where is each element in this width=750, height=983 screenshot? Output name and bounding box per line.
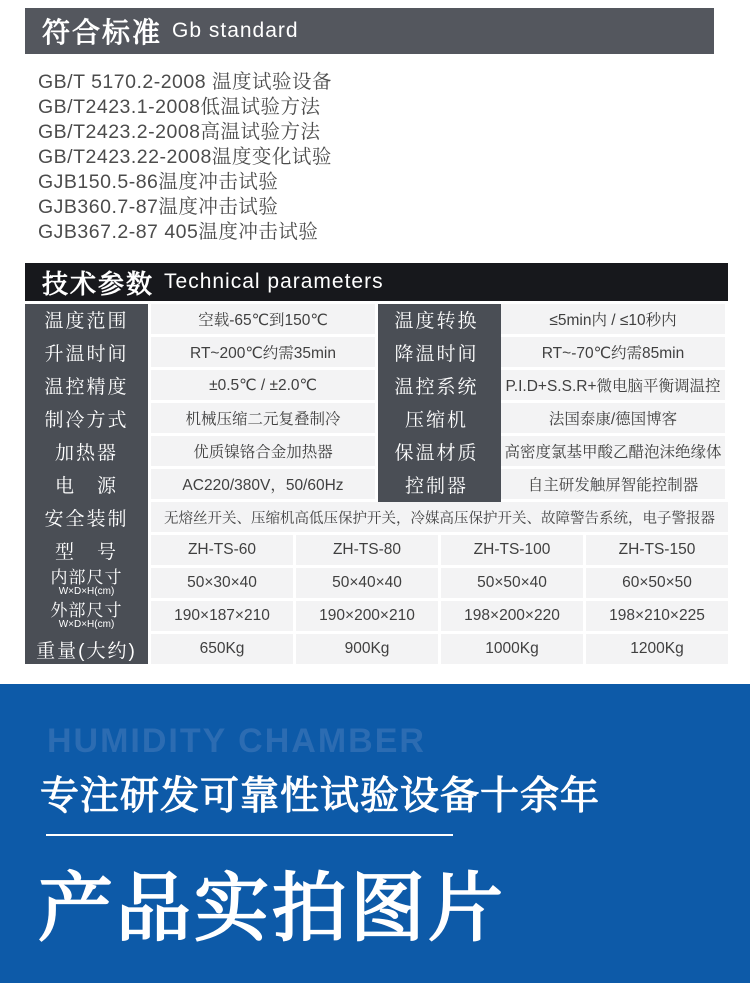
- standards-list: [38, 70, 750, 245]
- spec-label: 温控系统: [394, 376, 479, 398]
- standards-title-cn: 符合标准: [42, 17, 163, 48]
- spec-label: 升温时间: [44, 343, 129, 365]
- spec-value: 无熔丝开关、压缩机高低压保护开关，冷媒高压保护开关、故障警告系统，电子警报器: [151, 502, 728, 532]
- spec-label: 温控精度: [44, 376, 129, 398]
- spec-label: 温度范围: [44, 310, 129, 332]
- spec-value: 法国泰康/德国博客: [501, 403, 725, 433]
- spec-value: 空载-65℃到150℃: [151, 304, 375, 334]
- standard-item: GJB150.5-86温度冲击试验: [38, 171, 279, 193]
- standards-title-en: Gb standard: [172, 19, 299, 42]
- spec-label: [25, 601, 148, 631]
- spec-value: 高密度氯基甲酸乙醋泡沫绝缘体: [501, 436, 725, 466]
- model-value: ZH-TS-80: [296, 535, 438, 565]
- dimension-value: 198×200×220: [441, 601, 583, 631]
- standard-item: GB/T 5170.2-2008 温度试验设备: [38, 71, 333, 93]
- parameters-title-en: Technical parameters: [164, 270, 384, 293]
- dimension-value: 50×50×40: [441, 568, 583, 598]
- weight-value: 1200Kg: [586, 634, 728, 664]
- standard-item: GB/T2423.1-2008低温试验方法: [38, 96, 321, 118]
- product-spec-page: [0, 8, 750, 983]
- spec-label: 加热器: [54, 442, 118, 464]
- spec-value: RT~-70℃约需85min: [501, 337, 725, 367]
- spec-label: 制冷方式: [44, 409, 129, 431]
- spec-label-main: 外部尺寸: [50, 601, 123, 620]
- dimension-value: 60×50×50: [586, 568, 728, 598]
- table-row-external-dimensions: [25, 601, 728, 631]
- model-value: ZH-TS-60: [151, 535, 293, 565]
- banner-divider: [46, 834, 453, 836]
- spec-label: 保温材质: [394, 442, 479, 464]
- spec-value: 自主研发触屏智能控制器: [501, 469, 725, 499]
- parameters-title-cn: 技术参数: [42, 268, 155, 299]
- spec-label: 电 源: [54, 475, 118, 497]
- spec-label: 温度转换: [394, 310, 479, 332]
- standard-item: GJB360.7-87温度冲击试验: [38, 196, 279, 218]
- spec-value: 机械压缩二元复叠制冷: [151, 403, 375, 433]
- spec-label: 型 号: [54, 541, 118, 563]
- dimension-value: 190×187×210: [151, 601, 293, 631]
- parameters-section-header: [25, 263, 728, 301]
- table-row-models: [25, 535, 728, 565]
- table-row-internal-dimensions: [25, 568, 728, 598]
- spec-label: [25, 568, 148, 598]
- standard-item: GB/T2423.22-2008温度变化试验: [38, 146, 332, 168]
- table-row: [25, 436, 728, 466]
- dimension-value: 50×30×40: [151, 568, 293, 598]
- weight-value: 1000Kg: [441, 634, 583, 664]
- table-row: [25, 337, 728, 367]
- table-row: [25, 370, 728, 400]
- dimension-value: 50×40×40: [296, 568, 438, 598]
- banner-watermark: HUMIDITY CHAMBER: [47, 722, 426, 760]
- promo-banner: [0, 684, 750, 983]
- standard-item: GB/T2423.2-2008高温试验方法: [38, 121, 321, 143]
- standards-section-header: [25, 8, 714, 54]
- spec-label: 重量(大约): [36, 640, 137, 662]
- table-row: [25, 403, 728, 433]
- spec-value: RT~200℃约需35min: [151, 337, 375, 367]
- spec-label-sub: W×D×H(cm): [58, 586, 115, 597]
- table-row: [25, 304, 728, 334]
- standard-item: GJB367.2-87 405温度冲击试验: [38, 221, 319, 243]
- banner-slogan: 专注研发可靠性试验设备十余年: [40, 775, 601, 818]
- table-row: [25, 469, 728, 499]
- model-value: ZH-TS-100: [441, 535, 583, 565]
- spec-value: ±0.5℃ / ±2.0℃: [151, 370, 375, 400]
- weight-value: 900Kg: [296, 634, 438, 664]
- dimension-value: 190×200×210: [296, 601, 438, 631]
- spec-label-sub: W×D×H(cm): [58, 619, 115, 630]
- spec-label: 安全装制: [44, 508, 129, 530]
- spec-label: 控制器: [404, 475, 468, 497]
- dimension-value: 198×210×225: [586, 601, 728, 631]
- table-row-safety: [25, 502, 728, 532]
- model-value: ZH-TS-150: [586, 535, 728, 565]
- spec-value: AC220/380V，50/60Hz: [151, 469, 375, 499]
- spec-value: P.I.D+S.S.R+微电脑平衡调温控: [501, 370, 725, 400]
- spec-table: [25, 304, 728, 664]
- spec-label: 降温时间: [394, 343, 479, 365]
- spec-value: 优质镍铬合金加热器: [151, 436, 375, 466]
- spec-label-main: 内部尺寸: [50, 568, 123, 587]
- weight-value: 650Kg: [151, 634, 293, 664]
- spec-value: ≤5min内 / ≤10秒内: [501, 304, 725, 334]
- banner-title: 产品实拍图片: [38, 866, 507, 950]
- table-row-weight: [25, 634, 728, 664]
- spec-label: 压缩机: [404, 409, 468, 431]
